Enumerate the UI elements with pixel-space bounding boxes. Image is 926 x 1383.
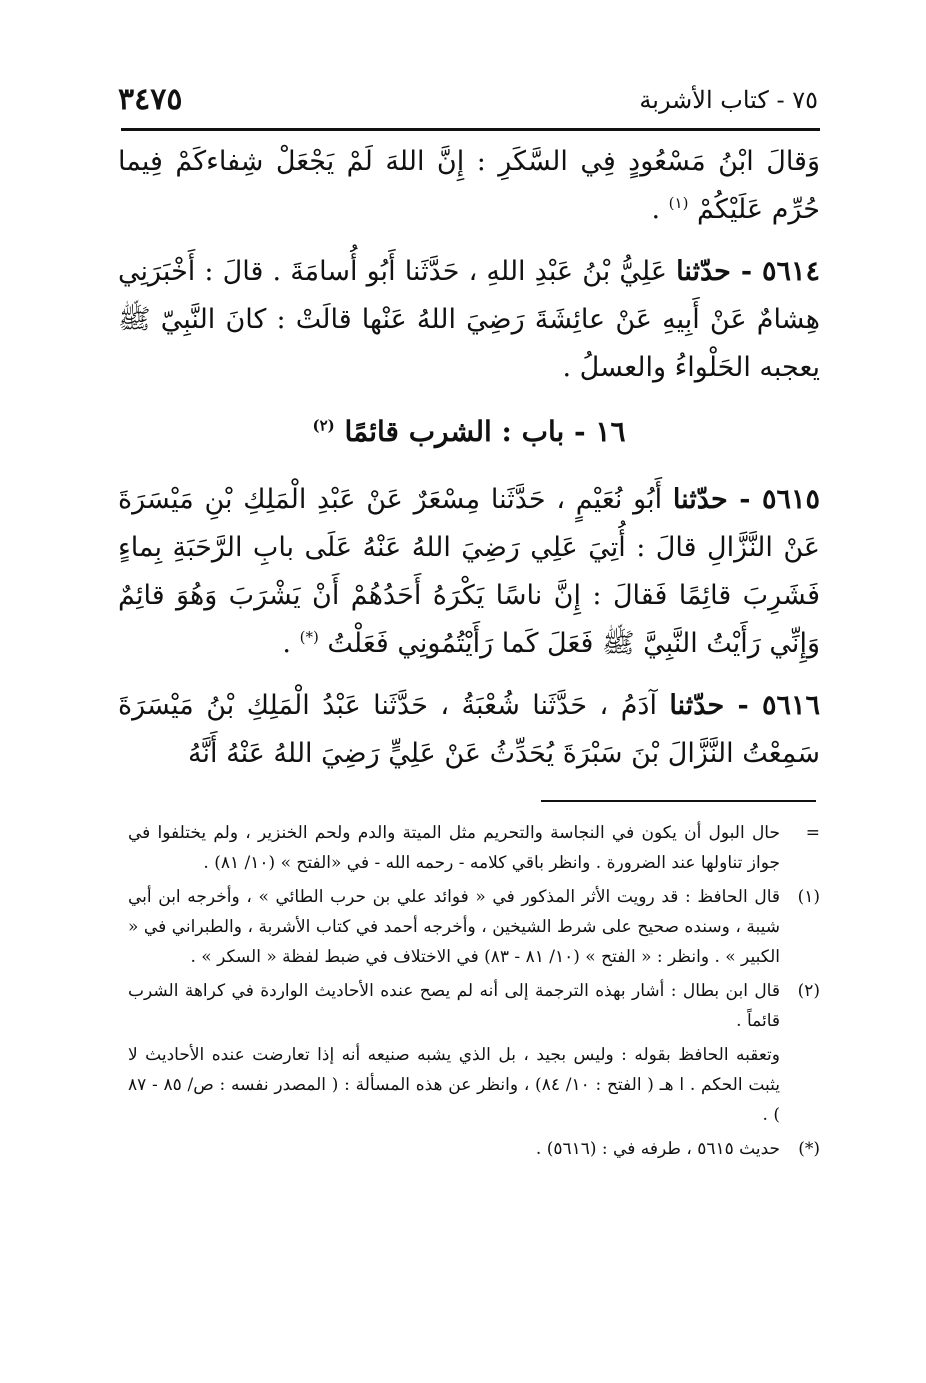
hadith-end: . <box>282 628 300 659</box>
hadith-text: عَلِيُّ بْنُ عَبْدِ اللهِ ، حَدَّثَنا أَبُو أُسامَةَ . قالَ : أَخْبَرَنِي هِشامٌ عَنْ أَبِيهِ عَنْ عائِشَةَ رَضِيَ اللهُ عَنْها قالَتْ : كانَ النَّبِيّ ﷺ يعجبه الحَلْواءُ والعسلُ . <box>118 256 820 383</box>
page-number: ٣٤٧٥ <box>118 82 183 117</box>
hadith-text: آدَمُ ، حَدَّثَنا شُعْبَةُ ، حَدَّثَنا عَبْدُ الْمَلِكِ بْنُ مَيْسَرَةَ سَمِعْتُ النَّزَّالَ بْنَ سَبْرَةَ يُحَدِّثُ عَنْ عَلِيٍّ رَضِيَ اللهُ عَنْهُ أَنَّهُ <box>118 690 820 769</box>
hadith-5616 <box>118 682 820 778</box>
footnote-ref-1: (١) <box>668 194 689 212</box>
footnote-mark: (٢) <box>797 981 820 1001</box>
main-text <box>118 138 820 792</box>
footnote-star <box>128 1134 820 1164</box>
footnote-continuation <box>128 818 820 878</box>
intro-end: . <box>651 194 669 225</box>
footnote-ref-2: (٢) <box>312 416 335 435</box>
footnote-ref-star: (*) <box>299 628 319 646</box>
footnote-divider <box>541 800 816 802</box>
hadith-5614 <box>118 248 820 392</box>
intro-text: وَقالَ ابْنُ مَسْعُودٍ فِي السَّكَرِ : إِنَّ اللهَ لَمْ يَجْعَلْ شِفاءكَمْ فِيما حُرِّم عَلَيْكُمْ <box>118 146 820 225</box>
chapter-heading <box>118 408 820 456</box>
header-divider <box>121 128 820 131</box>
hadith-text: أَبُو نُعَيْمٍ ، حَدَّثَنا مِسْعَرٌ عَنْ عَبْدِ الْمَلِكِ بْنِ مَيْسَرَةَ عَنْ النَّزَّالِ قالَ : أُتِيَ عَلِي رَضِيَ اللهُ عَنْهُ عَلَى بابِ الرَّحَبَةِ بِماءٍ فَشَرِبَ قائِمًا فَقالَ : إِنَّ ناسًا يَكْرَهُ أَحَدُهُمْ أَنْ يَشْرَبَ وَهُوَ قائِمٌ وَإِنِّي رَأَيْتُ النَّبِيَّ ﷺ فَعَلَ كَما رَأَيْتُمُونِي فَعَلْتُ <box>118 484 820 659</box>
footnote-2-continued: وتعقبه الحافظ بقوله : وليس بجيد ، بل الذي يشبه صنيعه أنه إذا تعارضت عنده الأحاديث لا يثبت الحكم . ا هـ ( الفتح : ١٠/ ٨٤) ، وانظر عن هذه المسألة : ( المصدر نفسه : ص/ ٨٥ - ٨٧ ) . <box>128 1045 780 1125</box>
intro-paragraph <box>118 138 820 234</box>
footnote-mark: (١) <box>797 887 820 907</box>
footnote-1 <box>128 882 820 972</box>
footnote-mark: = <box>805 823 820 843</box>
footnote-text: حال البول أن يكون في النجاسة والتحريم مثل الميتة والدم ولحم الخنزير ، ولم يختلفوا في جواز تناولها عند الضرورة . وانظر باقي كلامه - رحمه الله - في «الفتح » (١٠/ ٨١) . <box>128 823 780 873</box>
chapter-title: ١٦ - باب : الشرب قائمًا <box>344 415 626 448</box>
footnote-text: قال الحافظ : قد رويت الأثر المذكور في « فوائد علي بن حرب الطائي » ، وأخرجه ابن أبي شيبة ، وسنده صحيح على شرط الشيخين ، وأخرجه أحمد في كتاب الأشربة ، والطبراني في « الكبير » . وانظر : « الفتح » (١٠/ ٨١ - ٨٣) في الاختلاف في ضبط لفظة « السكر » . <box>128 887 780 967</box>
hadith-number: ٥٦١٦ - <box>724 690 820 721</box>
chapter-running-title: ٧٥ - كتاب الأشربة <box>639 86 818 114</box>
page-header <box>118 80 818 120</box>
hadith-5615 <box>118 476 820 668</box>
hadith-lead: حدّثنا <box>676 256 731 287</box>
footnote-2 <box>128 976 820 1036</box>
hadith-number: ٥٦١٥ - <box>727 484 820 515</box>
hadith-lead: حدّثنا <box>672 484 728 515</box>
hadith-number: ٥٦١٤ - <box>730 256 820 287</box>
footnote-text: قال ابن بطال : أشار بهذه الترجمة إلى أنه لم يصح عنده الأحاديث الواردة في كراهة الشرب قائماً . <box>128 981 780 1031</box>
footnotes <box>128 818 820 1168</box>
hadith-lead: حدّثنا <box>669 690 725 721</box>
footnote-mark: (*) <box>798 1139 820 1159</box>
footnote-text: حديث ٥٦١٥ ، طرفه في : (٥٦١٦) . <box>535 1139 780 1159</box>
